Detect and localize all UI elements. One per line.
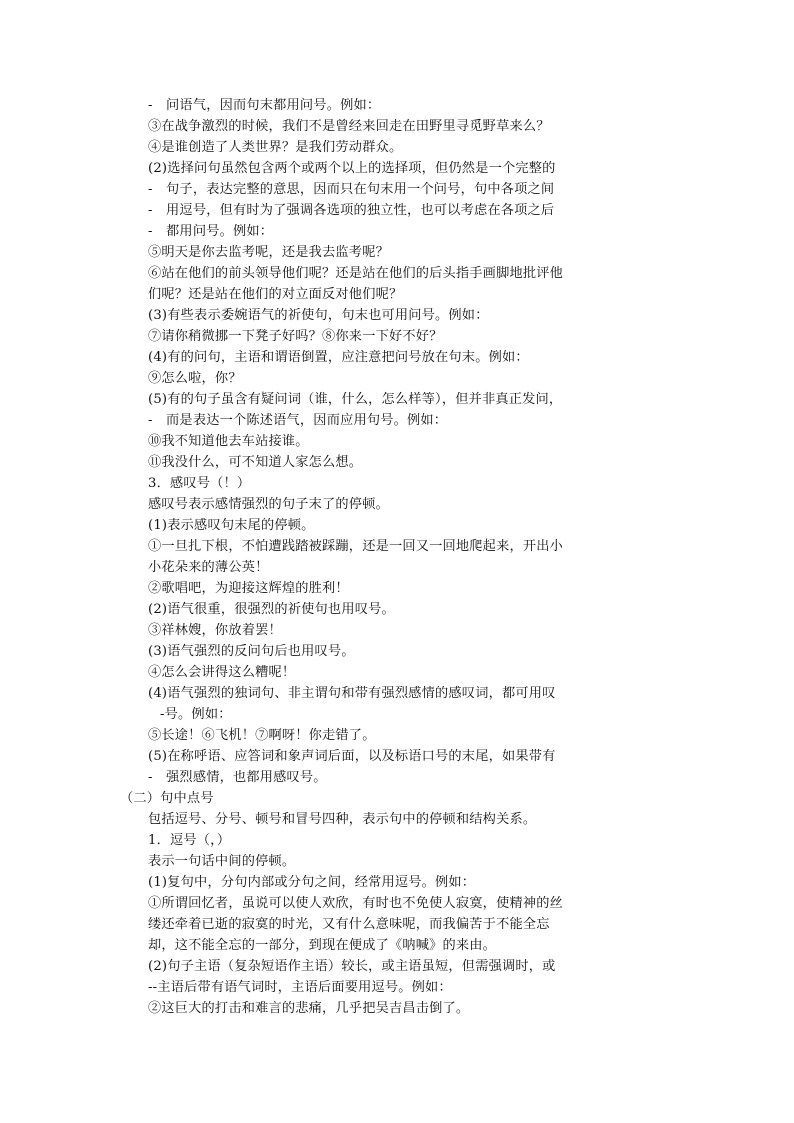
text-line: ②这巨大的打击和难言的悲痛，几乎把吴吉昌击倒了。 bbox=[148, 1001, 470, 1016]
text-line: --主语后带有语气词时，主语后面要用逗号。例如： bbox=[148, 980, 452, 995]
text-line: - 问语气，因而句末都用问号。例如： bbox=[148, 98, 381, 113]
text-line: ⑨怎么啦，你？ bbox=[148, 371, 242, 386]
text-line: 包括逗号、分号、顿号和冒号四种，表示句中的停顿和结构关系。 bbox=[148, 812, 537, 827]
text-line: - 而是表达一个陈述语气，因而应用句号。例如： bbox=[148, 413, 448, 428]
text-line: ⑤长途！⑥飞机！⑦啊呀！你走错了。 bbox=[148, 728, 376, 743]
text-line: (1)复句中，分句内部或分句之间，经常用逗号。例如： bbox=[148, 875, 476, 890]
text-line: (1)表示感叹句末尾的停顿。 bbox=[148, 518, 315, 533]
text-line: (3)有些表示委婉语气的祈使句，句末也可用问号。例如： bbox=[148, 308, 489, 323]
text-line: ⑩我不知道他去车站接谁。 bbox=[148, 434, 309, 449]
text-line: (2)语气很重，很强烈的祈使句也用叹号。 bbox=[148, 602, 395, 617]
text-line: -号。例如： bbox=[160, 707, 232, 722]
text-line: 表示一句话中间的停顿。 bbox=[148, 854, 296, 869]
text-line: 感叹号表示感情强烈的句子末了的停顿。 bbox=[148, 497, 389, 512]
text-line: ④怎么会讲得这么糟呢！ bbox=[148, 665, 296, 680]
text-line: - 句子，表达完整的意思，因而只在句末用一个问号，句中各项之间 bbox=[148, 182, 555, 197]
text-line: ④是谁创造了人类世界？是我们劳动群众。 bbox=[148, 140, 403, 155]
text-line: (4)有的问句，主语和谓语倒置，应注意把问号放在句末。例如： bbox=[148, 350, 529, 365]
text-line: (5)在称呼语、应答词和象声词后面，以及标语口号的末尾，如果带有 bbox=[148, 749, 556, 764]
text-line: 小花朵来的薄公英！ bbox=[148, 560, 269, 575]
text-line: (2)选择问句虽然包含两个或两个以上的选择项，但仍然是一个完整的 bbox=[148, 161, 556, 176]
text-line: 缕还牵着已逝的寂寞的时光，又有什么意味呢，而我偏苦于不能全忘 bbox=[148, 917, 550, 932]
text-line: ①所谓回忆者，虽说可以使人欢欣，有时也不免使人寂寞，使精神的丝 bbox=[148, 896, 564, 911]
text-line: ⑦请你稍微挪一下凳子好吗？⑧你来一下好不好？ bbox=[148, 329, 443, 344]
text-line: (5)有的句子虽含有疑问词（谁，什么，怎么样等），但并非真正发问， bbox=[148, 392, 563, 407]
text-line: - 用逗号，但有时为了强调各选项的独立性，也可以考虑在各项之后 bbox=[148, 203, 555, 218]
text-line: (3)语气强烈的反问句后也用叹号。 bbox=[148, 644, 355, 659]
text-line: ③祥林嫂，你放着罢！ bbox=[148, 623, 282, 638]
text-line: 们呢？还是站在他们的对立面反对他们呢？ bbox=[148, 287, 403, 302]
text-line: ①一旦扎下根，不怕遭践踏被踩蹦，还是一回又一回地爬起来，开出小 bbox=[148, 539, 564, 554]
section-heading: 3．感叹号（！） bbox=[148, 476, 251, 491]
text-line: ⑪我没什么，可不知道人家怎么想。 bbox=[148, 455, 363, 470]
section-heading: 1．逗号（，） bbox=[148, 833, 231, 848]
text-line: ⑥站在他们的前头领导他们呢？还是站在他们的后头指手画脚地批评他 bbox=[148, 266, 564, 281]
text-line: ⑤明天是你去监考呢，还是我去监考呢？ bbox=[148, 245, 389, 260]
text-line: ②歌唱吧，为迎接这辉煌的胜利！ bbox=[148, 581, 349, 596]
text-line: - 强烈感情，也都用感叹号。 bbox=[148, 770, 327, 785]
text-line: 却，这不能全忘的一部分，到现在便成了《呐喊》的来由。 bbox=[148, 938, 497, 953]
text-line: (2)句子主语（复杂短语作主语）较长，或主语虽短，但需强调时，或 bbox=[148, 959, 556, 974]
section-heading: （二）句中点号 bbox=[120, 791, 214, 806]
text-line: ③在战争激烈的时候，我们不是曾经来回走在田野里寻觅野草来么？ bbox=[148, 119, 550, 134]
text-line: - 都用问号。例如： bbox=[148, 224, 274, 239]
text-line: (4)语气强烈的独词句、非主谓句和带有强烈感情的感叹词，都可用叹 bbox=[148, 686, 556, 701]
